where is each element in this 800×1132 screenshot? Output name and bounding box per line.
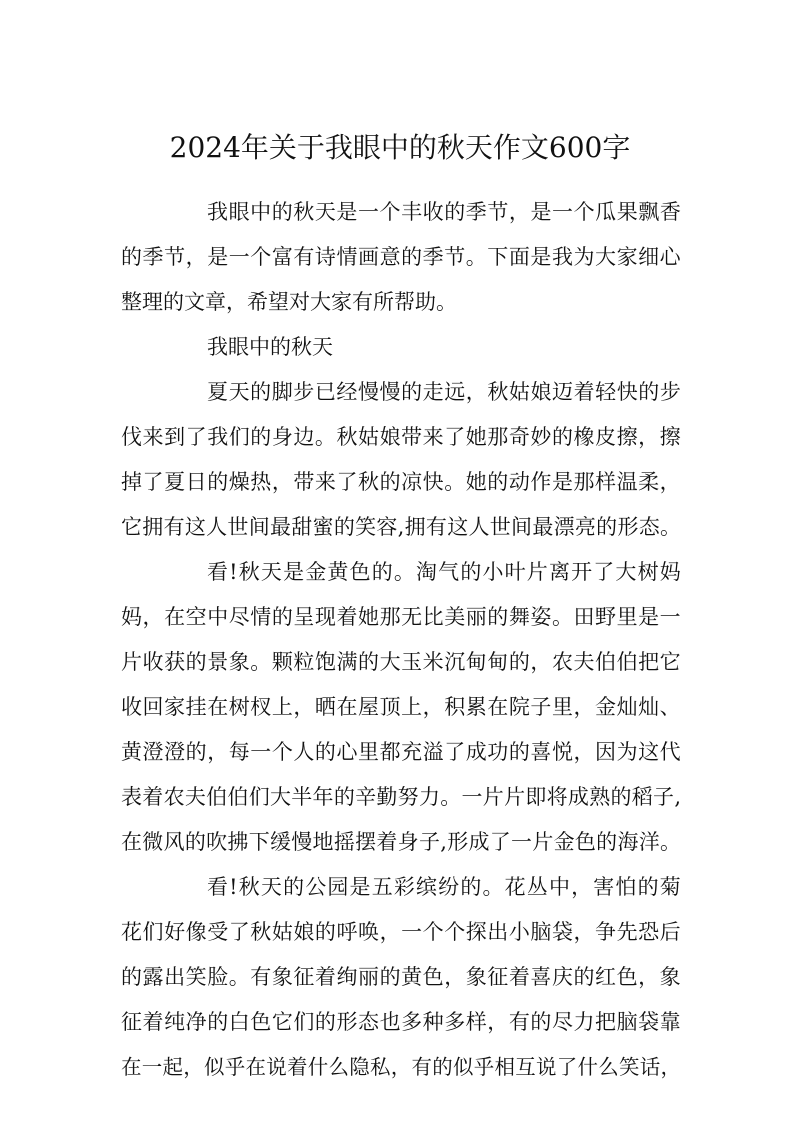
body-text-line: 夏 天 的 脚 步 已 经 慢 慢 的 走 远 ， 秋 姑 娘 迈 着 轻 快 的 步 — [207, 380, 681, 404]
body-text-line: 在 微 风 的 吹 拂 下 缓 慢 地 摇 摆 着 身 子 , 形 成 了 一 片 金 色 的 海 洋 。 — [121, 830, 681, 854]
body-text-line: 黄 澄 澄 的 ， 每 一 个 人 的 心 里 都 充 溢 了 成 功 的 喜 悦 ， 因 为 这 代 — [121, 740, 681, 764]
body-text-line: 它 拥 有 这 人 世 间 最 甜 蜜 的 笑 容 , 拥 有 这 人 世 间 最 漂 亮 的 形 态 。 — [121, 515, 681, 539]
body-text-line: 我眼中的秋天 — [207, 335, 333, 359]
document-body — [121, 190, 681, 1090]
body-text-line: 整理的文章，希望对大家有所帮助。 — [121, 290, 457, 314]
body-text-line: 的 露 出 笑 脸 。 有 象 征 着 绚 丽 的 黄 色 ， 象 征 着 喜 庆 的 红 色 ， 象 — [121, 965, 681, 989]
body-text-line: 征 着 纯 净 的 白 色 它 们 的 形 态 也 多 种 多 样 ， 有 的 尽 力 把 脑 袋 靠 — [121, 1010, 681, 1034]
body-text-line: 花 们 好 像 受 了 秋 姑 娘 的 呼 唤 ， 一 个 个 探 出 小 脑 袋 ， 争 先 恐 后 — [121, 920, 681, 944]
body-text-line: 我 眼 中 的 秋 天 是 一 个 丰 收 的 季 节 ， 是 一 个 瓜 果 飘 香 — [207, 200, 681, 224]
body-text-line: 看 ! 秋 天 的 公 园 是 五 彩 缤 纷 的 。 花 丛 中 ， 害 怕 的 菊 — [207, 875, 681, 899]
body-text-line: 表 着 农 夫 伯 伯 们 大 半 年 的 辛 勤 努 力 。 一 片 片 即 将 成 熟 的 稻 子 , — [121, 785, 681, 809]
body-text-line: 妈 ， 在 空 中 尽 情 的 呈 现 着 她 那 无 比 美 丽 的 舞 姿 。 田 野 里 是 一 — [121, 605, 681, 629]
document-title: 2024年关于我眼中的秋天作文600字 — [169, 131, 631, 164]
body-text-line: 看 ! 秋 天 是 金 黄 色 的 。 淘 气 的 小 叶 片 离 开 了 大 树 妈 — [207, 560, 681, 584]
body-text-line: 收 回 家 挂 在 树 杈 上 ， 晒 在 屋 顶 上 ， 积 累 在 院 子 里 ， 金 灿 灿 、 — [121, 695, 681, 719]
body-text-line: 在 一 起 ， 似 乎 在 说 着 什 么 隐 私 ， 有 的 似 乎 相 互 说 了 什 么 笑 话 ， — [121, 1055, 681, 1079]
body-text-line: 掉 了 夏 日 的 燥 热 ， 带 来 了 秋 的 凉 快 。 她 的 动 作 是 那 样 温 柔 ， — [121, 470, 681, 494]
body-text-line: 的 季 节 ， 是 一 个 富 有 诗 情 画 意 的 季 节 。 下 面 是 我 为 大 家 细 心 — [121, 245, 681, 269]
body-text-line: 伐 来 到 了 我 们 的 身 边 。 秋 姑 娘 带 来 了 她 那 奇 妙 的 橡 皮 擦 ， 擦 — [121, 425, 681, 449]
body-text-line: 片 收 获 的 景 象 。 颗 粒 饱 满 的 大 玉 米 沉 甸 甸 的 ， 农 夫 伯 伯 把 它 — [121, 650, 681, 674]
